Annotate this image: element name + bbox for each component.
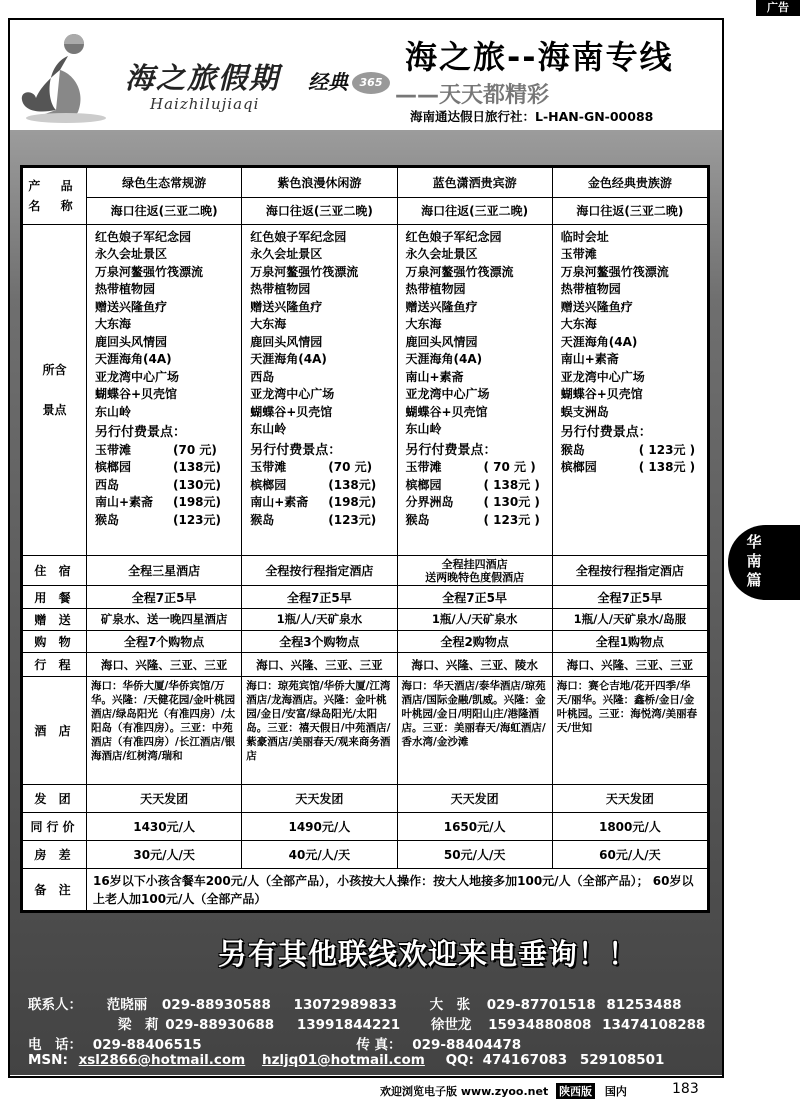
shop-cell: 全程1购物点 [552, 630, 707, 652]
depart-cell: 天天发团 [552, 784, 707, 812]
product-sub: 海口往返(三亚二晚) [552, 198, 707, 224]
extra-fee-price: ( 123元 ) [483, 512, 540, 527]
stay-cell: 全程按行程指定酒店 [552, 556, 707, 586]
row-label: 行 程 [23, 653, 87, 677]
included-spots: 红色娘子军纪念园 永久会址景区 万泉河鳌强竹筏漂流 热带植物园 赠送兴隆鱼疗 大东海 鹿回头风情园 天涯海角(4A) 西岛 亚龙湾中心广场 蝴蝶谷+贝壳馆 东山岭 [250, 229, 359, 437]
extra-fee-price: (198元) [328, 495, 377, 510]
row-label: 房 差 [23, 841, 87, 869]
row-label: 发 团 [23, 784, 87, 812]
extra-fee-name: 西岛 [95, 477, 120, 492]
extra-fee-name: 槟榔园 [405, 477, 442, 492]
row-label: 酒 店 [23, 677, 87, 784]
row-label: 住 宿 [23, 556, 87, 586]
extra-fee-name: 猴岛 [250, 512, 275, 527]
brand-name: 海之旅假期 [125, 61, 281, 95]
extra-fee-name: 槟榔园 [250, 477, 287, 492]
price-cell: 1490元/人 [242, 812, 397, 840]
price-cell: 1800元/人 [552, 812, 707, 840]
extra-fee-price: ( 123元 ) [638, 442, 696, 457]
product-name: 金色经典贵族游 [552, 168, 707, 198]
fax-number: 029-88404478 [412, 1037, 522, 1053]
route-cell: 海口、兴隆、三亚、三亚 [552, 653, 707, 677]
extra-fee-item [250, 459, 396, 477]
meal-cell: 全程7正5早 [397, 586, 552, 608]
extra-fee-item [95, 459, 241, 477]
extra-fee-name: 南山+素斋 [95, 495, 154, 510]
contact-line [28, 993, 682, 1013]
contact-tel: 029-87701518 [486, 997, 596, 1013]
extra-fee-item [95, 477, 241, 495]
extra-fee-item [406, 494, 552, 512]
hotel-cell: 海口：赛仑吉地/花开四季/华天/丽华。兴隆：鑫桥/金日/金叶桃园。三亚：海悦湾/美丽春天/世知 [552, 677, 707, 784]
section-label: 国内 [604, 1085, 627, 1098]
extra-fee-price: ( 70 元 ) [483, 460, 536, 475]
depart-cell: 天天发团 [242, 784, 397, 812]
room-cell: 60元/人/天 [552, 841, 707, 869]
extra-fee-price: ( 138元 ) [483, 477, 540, 492]
phone-number: 029-88406515 [92, 1037, 202, 1053]
product-sub: 海口往返(三亚二晚) [87, 198, 242, 224]
price-cell: 1650元/人 [397, 812, 552, 840]
extra-fee-item [250, 477, 396, 495]
section-tab [728, 525, 800, 600]
contact-mobile: 13072989833 [293, 997, 397, 1013]
msn-label: MSN: [28, 1052, 68, 1068]
room-cell: 30元/人/天 [87, 841, 242, 869]
stay-cell: 全程挂四酒店 送两晚特色度假酒店 [397, 556, 552, 586]
extra-fee-title: 另行付费景点： [405, 442, 497, 458]
contact-mobile: 13991844221 [296, 1017, 401, 1033]
included-spots: 红色娘子军纪念园 永久会址景区 万泉河鳌强竹筏漂流 热带植物园 赠送兴隆鱼疗 大东海 鹿回头风情园 天涯海角(4A) 亚龙湾中心广场 蝴蝶谷+贝壳馆 东山岭 [95, 229, 204, 419]
scenic-cell [87, 224, 242, 556]
extra-fee-item [561, 459, 707, 477]
product-name: 紫色浪漫休闲游 [242, 168, 397, 198]
extra-fee-item [406, 477, 552, 495]
fax-label: 传 真： [356, 1037, 402, 1053]
msn-link[interactable]: xsl2866@hotmail.com [78, 1052, 246, 1068]
brand-pinyin: Haizhilujiaqi [150, 95, 260, 113]
scenic-cell [552, 224, 707, 556]
contact-name: 梁 莉 [118, 1017, 159, 1033]
inquiry-banner: 另有其他联线欢迎来电垂询！！ [218, 937, 639, 971]
extra-fee-name: 玉带滩 [250, 460, 287, 475]
section-tab-label: 华南篇 [746, 533, 762, 589]
row-label: 用 餐 [23, 586, 87, 608]
phone-label: 电 话： [28, 1037, 82, 1053]
extra-fee-item [250, 494, 396, 512]
shop-cell: 全程7个购物点 [87, 630, 242, 652]
extra-fee-item [95, 494, 241, 512]
route-cell: 海口、兴隆、三亚、三亚 [87, 653, 242, 677]
price-cell: 1430元/人 [87, 812, 242, 840]
meal-cell: 全程7正5早 [242, 586, 397, 608]
contact-label: 联系人： [28, 997, 82, 1013]
extra-fee-price: (123元) [328, 512, 377, 527]
extra-fee-price: ( 138元 ) [638, 460, 696, 475]
page-number: 183 [672, 1081, 699, 1097]
footer-text: 欢迎浏览电子版 www.zyoo.net [380, 1085, 549, 1098]
room-cell: 50元/人/天 [397, 841, 552, 869]
extra-fee-name: 南山+素斋 [250, 495, 309, 510]
extra-fee-title: 另行付费景点： [250, 442, 342, 458]
qq-number: 474167083 [482, 1052, 568, 1068]
depart-cell: 天天发团 [397, 784, 552, 812]
hotel-cell: 海口：华侨大厦/华侨宾馆/万华。兴隆：/天健花园/金叶桃园酒店/绿岛阳光（有准四房）/太阳岛（有准四房）。三亚：中苑酒店（有准四房）/长江酒店/银海酒店/红树湾/瑞和 [87, 677, 242, 784]
footer [380, 1083, 627, 1099]
contact-mobile: 81253488 [606, 997, 682, 1013]
extra-fee-price: (123元) [173, 512, 222, 527]
partner-logo: 经典 [308, 70, 348, 94]
included-spots: 红色娘子军纪念园 永久会址景区 万泉河鳌强竹筏漂流 热带植物园 赠送兴隆鱼疗 大东海 鹿回头风情园 天涯海角(4A) 南山+素斋 亚龙湾中心广场 蝴蝶谷+贝壳馆 东山岭 [405, 229, 514, 437]
page-title: 海之旅--海南专线 [405, 38, 674, 76]
gift-cell: 1瓶/人/天矿泉水/岛服 [552, 608, 707, 630]
stay-cell: 全程三星酒店 [87, 556, 242, 586]
contact-line [28, 1033, 521, 1053]
contact-mobile: 13474108288 [602, 1017, 706, 1033]
extra-fee-name: 槟榔园 [95, 460, 132, 475]
qq-label: QQ: [445, 1052, 474, 1068]
seal-logo-icon [16, 30, 116, 126]
meal-cell: 全程7正5早 [87, 586, 242, 608]
scenic-label-text: 所含景点 [42, 362, 67, 417]
extra-fee-item [250, 512, 396, 530]
shop-cell: 全程3个购物点 [242, 630, 397, 652]
extra-fee-item [406, 512, 552, 530]
extra-fee-name: 玉带滩 [405, 460, 442, 475]
product-sub: 海口往返(三亚二晚) [397, 198, 552, 224]
gift-cell: 1瓶/人/天矿泉水 [397, 608, 552, 630]
hotel-cell: 海口：琼苑宾馆/华侨大厦/江湾酒店/龙海酒店。兴隆：金叶桃园/金日/安富/绿岛阳光/太阳岛。三亚：禧天假日/中苑酒店/紫豪酒店/美丽春天/观来商务酒店 [242, 677, 397, 784]
contact-line [28, 1052, 664, 1068]
extra-fee-item [95, 512, 241, 530]
extra-fee-price: (130元) [173, 477, 222, 492]
stay-cell: 全程按行程指定酒店 [242, 556, 397, 586]
contact-name: 徐世龙 [430, 1017, 472, 1033]
scenic-cell [242, 224, 397, 556]
extra-fee-title: 另行付费景点： [95, 425, 187, 441]
room-cell: 40元/人/天 [242, 841, 397, 869]
slogan: ——天天都精彩 [395, 83, 550, 108]
route-cell: 海口、兴隆、三亚、陵水 [397, 653, 552, 677]
hotel-cell: 海口：华天酒店/泰华酒店/琼苑酒店/国际金融/凯威。兴隆：金叶桃园/金日/明阳山庄/港隆酒店。三亚：美丽春天/海虹酒店/香水湾/金沙滩 [397, 677, 552, 784]
contact-tel: 029-88930588 [161, 997, 271, 1013]
contact-name: 大 张 [429, 997, 471, 1013]
contact-tel: 15934880808 [488, 1017, 592, 1033]
extra-fee-price: (70 元) [328, 460, 373, 475]
product-label: 产 品 名 称 [23, 168, 87, 225]
extra-fee-title: 另行付费景点： [560, 425, 652, 441]
included-spots: 临时会址 玉带滩 万泉河鳌强竹筏漂流 热带植物园 赠送兴隆鱼疗 大东海 天涯海角(4A) 南山+素斋 亚龙湾中心广场 蝴蝶谷+贝壳馆 蜈支洲岛 [560, 229, 669, 419]
note-text: 16岁以下小孩含餐车200元/人（全部产品），小孩按大人操作：按大人地接多加100元/人（全部产品）； 60岁以上老人加100元/人（全部产品） [87, 869, 708, 911]
contact-tel: 029-88930688 [165, 1017, 275, 1033]
agency-license: 海南通达假日旅行社：L-HAN-GN-00088 [410, 109, 654, 124]
qq-number: 529108501 [579, 1052, 665, 1068]
extra-fee-item [95, 442, 241, 460]
extra-fee-name: 猴岛 [560, 442, 585, 457]
extra-fee-price: (198元) [173, 495, 222, 510]
gift-cell: 1瓶/人/天矿泉水 [242, 608, 397, 630]
shop-cell: 全程2购物点 [397, 630, 552, 652]
extra-fee-price: (70 元) [173, 442, 217, 457]
depart-cell: 天天发团 [87, 784, 242, 812]
row-label: 赠 送 [23, 608, 87, 630]
extra-fee-name: 猴岛 [95, 512, 120, 527]
ad-tag: 广告 [756, 0, 800, 16]
extra-fee-name: 玉带滩 [95, 442, 132, 457]
contact-line [28, 1013, 705, 1033]
scenic-label [23, 224, 87, 556]
extra-fee-price: (138元) [328, 477, 377, 492]
product-sub: 海口往返(三亚二晚) [242, 198, 397, 224]
extra-fee-name: 猴岛 [405, 512, 430, 527]
msn-link[interactable]: hzljq01@hotmail.com [261, 1052, 425, 1068]
contact-name: 范晓丽 [106, 997, 148, 1013]
row-label: 备 注 [23, 869, 87, 911]
scenic-cell [397, 224, 552, 556]
product-name: 蓝色潇洒贵宾游 [397, 168, 552, 198]
row-label: 购 物 [23, 630, 87, 652]
extra-fee-price: ( 130元 ) [483, 495, 540, 510]
meal-cell: 全程7正5早 [552, 586, 707, 608]
extra-fee-item [561, 442, 707, 460]
edition-badge: 陕西版 [556, 1083, 595, 1099]
extra-fee-name: 分界洲岛 [405, 495, 454, 510]
itinerary-table [20, 165, 710, 913]
extra-fee-name: 槟榔园 [560, 460, 597, 475]
partner-badge: 365 [352, 72, 390, 94]
route-cell: 海口、兴隆、三亚、三亚 [242, 653, 397, 677]
gift-cell: 矿泉水、送一晚四星酒店 [87, 608, 242, 630]
extra-fee-price: (138元) [173, 460, 222, 475]
row-label: 同行价 [23, 812, 87, 840]
extra-fee-item [406, 459, 552, 477]
product-name: 绿色生态常规游 [87, 168, 242, 198]
